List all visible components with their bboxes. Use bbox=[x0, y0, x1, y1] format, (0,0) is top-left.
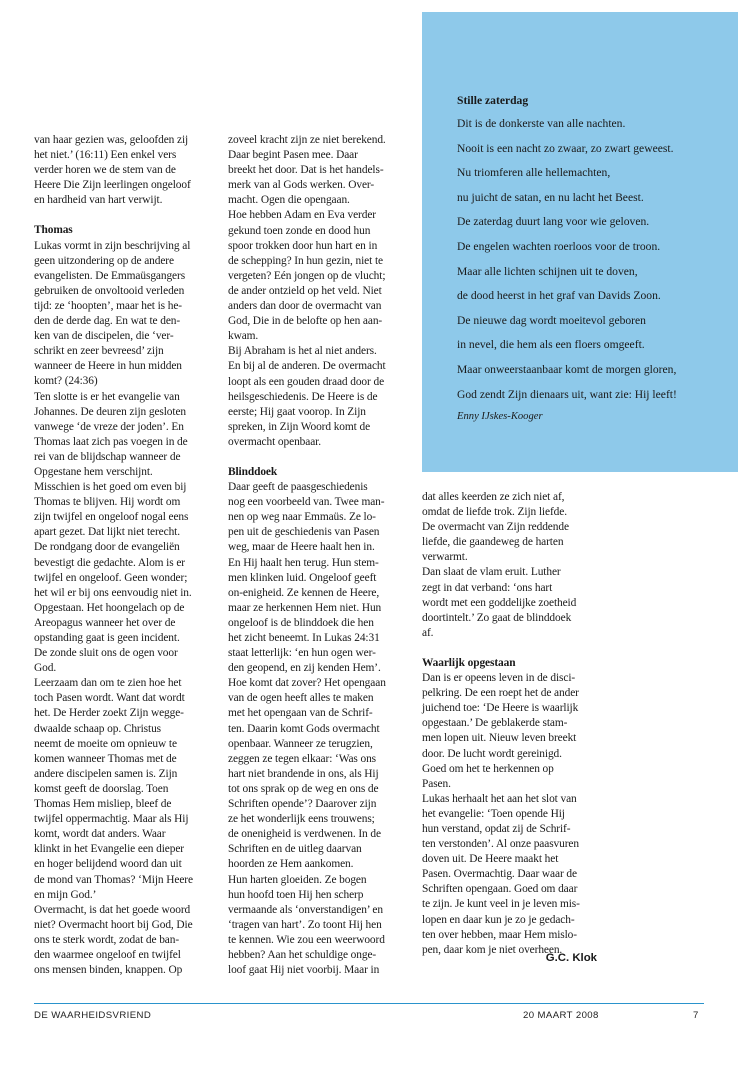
text-line: het niet.’ (16:11) Een enkel vers bbox=[34, 149, 177, 162]
text-line: dwaalde schaap op. Christus bbox=[34, 722, 161, 735]
text-line: opgestaan.’ De geblakerde stam- bbox=[422, 717, 568, 730]
text-line: Schriften opende’? Daarover zijn bbox=[228, 798, 377, 811]
text-line: zoveel kracht zijn ze niet berekend. bbox=[228, 134, 386, 146]
text-line: De zaterdag duurt lang voor wie geloven. bbox=[457, 215, 650, 229]
text-line: maar ze herkennen Hem niet. Hun bbox=[228, 601, 382, 614]
poem-box bbox=[422, 12, 738, 472]
text-line: het. De Herder zoekt Zijn wegge- bbox=[34, 707, 184, 720]
text-line: Lukas vormt in zijn beschrijving al bbox=[34, 239, 191, 252]
text-line: staat letterlijk: ‘en hun ogen wer- bbox=[228, 647, 376, 660]
text-line: ten over hebben, maar Hem mislo- bbox=[422, 928, 577, 941]
text-line: rei van de blijdschap wanneer de bbox=[34, 450, 181, 463]
text-line: Hoe komt dat zover? Het opengaan bbox=[228, 677, 386, 690]
text-line: hoorden ze Hem aankomen. bbox=[228, 858, 354, 871]
text-line: Hoe hebben Adam en Eva verder bbox=[228, 209, 376, 222]
text-line: on-enigheid. Ze kennen de Heere, bbox=[228, 586, 380, 599]
text-line: Overmacht, is dat het goede woord bbox=[34, 903, 191, 916]
text-line: en hardheid van hart verwijt. bbox=[34, 194, 163, 207]
text-line: ‘tragen van hart’. Zo toont Hij hen bbox=[228, 918, 382, 931]
text-line: Daar begint Pasen mee. Daar bbox=[228, 149, 358, 162]
text-line: nog een voorbeeld van. Twee man- bbox=[228, 496, 385, 509]
text-line: merk van al Gods werken. Over- bbox=[228, 179, 375, 192]
text-line: Lukas herhaalt het aan het slot van bbox=[422, 792, 577, 805]
text-line: twijfel oppermachtig. Maar als Hij bbox=[34, 813, 189, 826]
text-line: Pasen. Overmachtig. Daar waar de bbox=[422, 868, 577, 881]
text-line: Bij Abraham is het al niet anders. bbox=[228, 345, 377, 358]
text-line: nu juicht de satan, en nu lacht het Beest. bbox=[457, 190, 644, 204]
text-line: zegt in dat verband: ‘ons hart bbox=[422, 581, 553, 594]
text-line: liefde, die gaandeweg de harten bbox=[422, 536, 564, 549]
text-line: te zijn. Je kunt veel in je leven mis- bbox=[422, 898, 580, 911]
publication-name: DE WAARHEIDSVRIEND bbox=[34, 1010, 152, 1021]
text-line: de onenigheid is verdwenen. In de bbox=[228, 828, 381, 841]
text-line: ten. Daarin komt Gods overmacht bbox=[228, 722, 380, 735]
text-line: De nieuwe dag wordt moeitevol geboren bbox=[457, 313, 646, 327]
text-line: toch Pasen wordt. Want dat wordt bbox=[34, 692, 185, 705]
text-line: verwarmt. bbox=[422, 551, 468, 564]
text-line: spreken, in Zijn Woord komt de bbox=[228, 420, 371, 433]
text-line: vanwege ‘de vreze der joden’. En bbox=[34, 420, 184, 433]
text-line: de dood heerst in het graf van Davids Zoon. bbox=[457, 289, 661, 303]
liefde-paragraph bbox=[422, 490, 602, 641]
text-line: pen, daar kom je niet overheen. bbox=[422, 943, 563, 956]
text-line: God, Die in de belofte op hen aan- bbox=[228, 315, 383, 328]
text-line: neemt de moeite om opnieuw te bbox=[34, 737, 177, 750]
text-line: Johannes. De deuren zijn gesloten bbox=[34, 405, 187, 418]
text-line: kwam. bbox=[228, 330, 259, 343]
text-line: in nevel, die hem als een floers omgeeft. bbox=[457, 338, 645, 352]
text-line: vergeten? Eén jongen op de vlucht; bbox=[228, 269, 386, 282]
issue-date: 20 MAART 2008 bbox=[523, 1010, 599, 1021]
text-line: Maar alle lichten schijnen uit te doven, bbox=[457, 264, 638, 278]
text-line: geen uitzondering op de andere bbox=[34, 254, 174, 267]
text-line: Hun harten gloeiden. Ze bogen bbox=[228, 873, 367, 886]
text-line: Nu triomferen alle hellemachten, bbox=[457, 166, 611, 180]
text-line: het zicht beneemt. In Lukas 24:31 bbox=[228, 632, 380, 644]
text-line: ken van de discipelen, die ‘ver- bbox=[34, 330, 174, 343]
text-line: door. De lucht wordt gereinigd. bbox=[422, 747, 562, 760]
text-line: en hoger belijdend woord dan uit bbox=[34, 858, 182, 871]
text-line: schrikt en zeer bevreesd’ zijn bbox=[34, 345, 164, 358]
text-line: te kennen. Wie zou een weerwoord bbox=[228, 933, 385, 946]
text-line: En Hij haalt hen terug. Hun stem- bbox=[228, 556, 379, 569]
text-line: Opgestane hem verschijnt. bbox=[34, 465, 153, 478]
text-line: zeggen ze tegen elkaar: ‘Was ons bbox=[228, 752, 376, 765]
text-line: omdat de liefde trok. Zijn liefde. bbox=[422, 506, 567, 519]
text-line: pelkring. De een roept het de ander bbox=[422, 687, 579, 700]
article-column-1 bbox=[34, 133, 214, 978]
text-line: spoor trokken door hun hart en in bbox=[228, 239, 378, 252]
text-line: Dit is de donkerste van alle nachten. bbox=[457, 117, 626, 130]
text-line: komt? (24:36) bbox=[34, 375, 98, 388]
text-line: tot ons sprak op de weg en ons de bbox=[228, 782, 379, 795]
text-line: gebruiken de onvoltooid verleden bbox=[34, 284, 185, 297]
text-line: Daar geeft de paasgeschiedenis bbox=[228, 481, 368, 494]
text-line: De rondgang door de evangeliën bbox=[34, 541, 180, 554]
text-line: Areopagus wanneer het over de bbox=[34, 616, 176, 629]
text-line: vermaande als ‘onverstandigen’ en bbox=[228, 903, 383, 916]
text-line: tijd: ze ‘hoopten’, maar het is he- bbox=[34, 299, 183, 312]
text-line: De overmacht van Zijn reddende bbox=[422, 521, 569, 534]
text-line: twijfel en ongeloof. Geen wonder; bbox=[34, 571, 188, 584]
text-line: komt, wordt dat anders. Waar bbox=[34, 828, 166, 841]
page-number: 7 bbox=[693, 1010, 699, 1021]
text-line: den geopend, en zij kenden Hem’. bbox=[228, 662, 381, 675]
text-line: pen uit de geschiedenis van Pasen bbox=[228, 526, 380, 539]
text-line: anders dan door de overmacht van bbox=[228, 300, 382, 313]
footer-rule bbox=[34, 1003, 704, 1004]
text-line: doortintelt.’ Zo gaat de blinddoek bbox=[422, 611, 572, 624]
opgestaan-paragraph bbox=[422, 671, 602, 958]
text-line: Maar onweerstaanbaar komt de morgen gloren, bbox=[457, 362, 677, 376]
intro-paragraph bbox=[34, 133, 214, 208]
text-line: bevestigt die gedachte. Alom is er bbox=[34, 556, 185, 569]
text-line: Schriften en de uitleg daarvan bbox=[228, 843, 362, 856]
text-line: Heere Die Zijn leerlingen ongeloof bbox=[34, 179, 191, 192]
text-line: juichend toe: ‘De Heere is waarlijk bbox=[422, 702, 579, 715]
heading-waarlijk-opgestaan: Waarlijk opgestaan bbox=[422, 656, 516, 669]
text-line: Pasen. bbox=[422, 777, 451, 790]
text-line: God. bbox=[34, 662, 57, 675]
text-line: komen wanneer Thomas met de bbox=[34, 752, 177, 765]
text-line: wanneer de Heere in hun midden bbox=[34, 360, 182, 373]
thomas-paragraph bbox=[34, 239, 214, 979]
text-line: loopt als een gouden draad door de bbox=[228, 375, 385, 388]
text-line: eerste; Hij gaat voorop. In Zijn bbox=[228, 405, 366, 418]
text-line: de mond van Thomas? ‘Mijn Heere bbox=[34, 873, 193, 886]
text-line: andere discipelen samen is. Zijn bbox=[34, 767, 178, 780]
overmacht-paragraph bbox=[228, 133, 408, 450]
text-line: lopen en daar kun je zo je gedach- bbox=[422, 913, 575, 926]
text-line: doven uit. De Heere maakt het bbox=[422, 853, 559, 866]
text-line: niet? Overmacht hoort bij God, Die bbox=[34, 918, 193, 931]
text-line: men lopen uit. Nieuw leven breekt bbox=[422, 732, 577, 745]
text-line: van haar gezien was, geloofden zij bbox=[34, 134, 189, 146]
text-line: evangelisten. De Emmaüsgangers bbox=[34, 269, 186, 282]
text-line: gekund toen zonde en dood hun bbox=[228, 224, 371, 237]
text-line: den waarmee ongeloof en twijfel bbox=[34, 948, 181, 961]
text-line: ze het wonderlijk eens trouwens; bbox=[228, 813, 375, 826]
text-line: wordt met een goddelijke zoetheid bbox=[422, 596, 577, 609]
text-line: heilsgeschiedenis. De Heere is de bbox=[228, 390, 378, 403]
text-line: Nooit is een nacht zo zwaar, zo zwart geweest. bbox=[457, 141, 674, 155]
text-line: hun verstand, opdat zij de Schrif- bbox=[422, 822, 571, 835]
text-line: Dan is er opeens leven in de disci- bbox=[422, 672, 576, 685]
text-line: den de derde dag. En wat te den- bbox=[34, 315, 181, 328]
text-line: hun hoofd toen Hij hen scherp bbox=[228, 888, 364, 901]
text-line: het evangelie: ‘Toen opende Hij bbox=[422, 807, 565, 820]
text-line: en mijn God.’ bbox=[34, 888, 97, 901]
text-line: Thomas laat zich pas voegen in de bbox=[34, 435, 188, 448]
text-line: ons te sterk wordt, zodat de ban- bbox=[34, 933, 180, 946]
text-line: macht. Ogen die opengaan. bbox=[228, 194, 350, 207]
text-line: De zonde sluit ons de ogen voor bbox=[34, 647, 178, 660]
text-line: nen op weg naar Emmaüs. Ze lo- bbox=[228, 511, 376, 524]
text-line: van de ogen heeft alles te maken bbox=[228, 692, 374, 705]
text-line: af. bbox=[422, 626, 434, 639]
poem bbox=[457, 94, 677, 433]
text-line: Schriften opengaan. Goed om daar bbox=[422, 883, 578, 896]
text-line: overmacht openbaar. bbox=[228, 435, 321, 448]
text-line: met het opengaan van de Schrif- bbox=[228, 707, 373, 720]
text-line: ten verstonden’. Al onze paasvuren bbox=[422, 838, 579, 851]
text-line: openbaar. Wanneer ze terugzien, bbox=[228, 737, 373, 750]
poem-lines bbox=[457, 116, 677, 403]
text-line: weg, maar de Heere haalt hen in. bbox=[228, 541, 375, 554]
text-line: zijn twijfel en ongeloof nogal eens bbox=[34, 511, 189, 524]
text-line: ons mensen binden, knappen. Op bbox=[34, 964, 183, 977]
text-line: apart gezet. Dat lijkt niet terecht. bbox=[34, 526, 180, 539]
text-line: Dan slaat de vlam eruit. Luther bbox=[422, 566, 561, 579]
article-column-3 bbox=[422, 490, 602, 958]
text-line: En bij al de anderen. De overmacht bbox=[228, 360, 386, 373]
author-signature: G.C. Klok bbox=[545, 952, 597, 964]
text-line: komst geeft de doorslag. Toen bbox=[34, 782, 169, 795]
text-line: ongeloof is de blinddoek die hen bbox=[228, 616, 374, 629]
text-line: de schepping? In hun gezin, niet te bbox=[228, 254, 383, 267]
text-line: klinkt in het Evangelie een dieper bbox=[34, 843, 185, 856]
text-line: het wil er bij ons eenvoudig niet in. bbox=[34, 586, 192, 599]
text-line: verder horen we de stem van de bbox=[34, 164, 176, 177]
text-line: God zendt Zijn dienaars uit, want zie: Hij leeft! bbox=[457, 387, 677, 401]
heading-blinddoek: Blinddoek bbox=[228, 465, 278, 478]
text-line: De engelen wachten roerloos voor de troon. bbox=[457, 239, 661, 253]
heading-thomas: Thomas bbox=[34, 224, 73, 237]
article-column-2 bbox=[228, 133, 408, 978]
text-line: Opgestaan. Het hoongelach op de bbox=[34, 601, 185, 614]
text-line: Leerzaam dan om te zien hoe het bbox=[34, 677, 182, 690]
text-line: men klinken luid. Ongeloof geeft bbox=[228, 571, 377, 584]
text-line: Goed om het te herkennen op bbox=[422, 762, 554, 775]
text-line: dat alles keerden ze zich niet af, bbox=[422, 491, 565, 503]
text-line: de ander ontzield op het veld. Niet bbox=[228, 284, 382, 297]
text-line: Thomas Hem misliep, bleef de bbox=[34, 798, 172, 811]
text-line: opstanding gaat is geen incident. bbox=[34, 632, 180, 644]
text-line: hart niet brandende in ons, als Hij bbox=[228, 767, 379, 780]
text-line: Ten slotte is er het evangelie van bbox=[34, 390, 180, 403]
text-line: breekt het door. Dat is het handels- bbox=[228, 164, 384, 177]
text-line: Misschien is het goed om even bij bbox=[34, 481, 187, 494]
blinddoek-paragraph bbox=[228, 480, 408, 978]
poem-title: Stille zaterdag bbox=[457, 94, 529, 107]
text-line: loof gaat Hij niet voorbij. Maar in bbox=[228, 964, 380, 977]
text-line: hebben? Aan het schuldige onge- bbox=[228, 948, 377, 961]
text-line: Thomas te blijven. Hij wordt om bbox=[34, 496, 181, 509]
poem-author: Enny IJskes-Kooger bbox=[457, 411, 543, 423]
